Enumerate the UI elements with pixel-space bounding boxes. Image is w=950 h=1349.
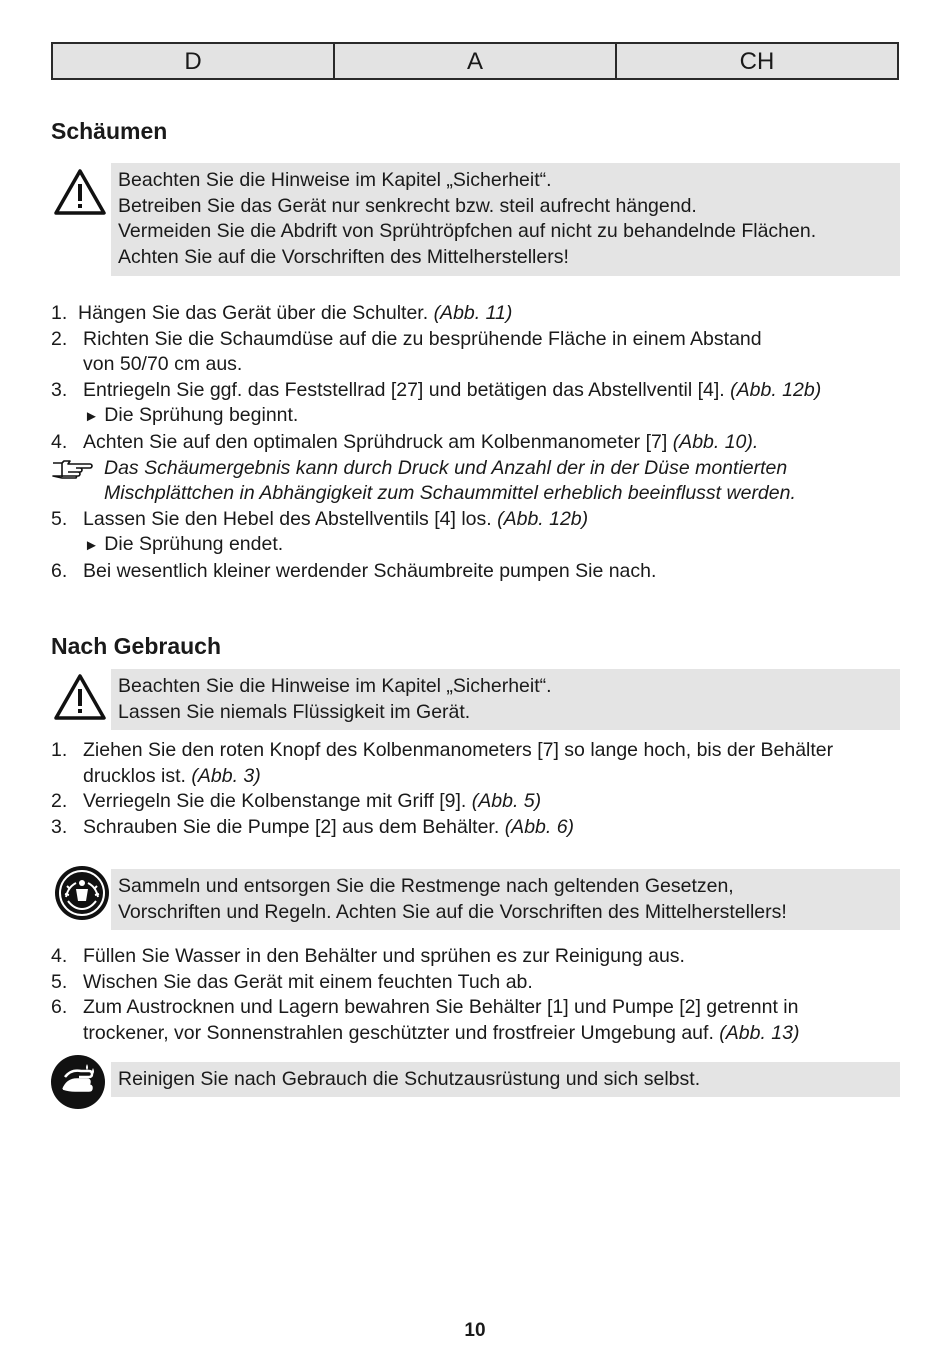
step-number: 6. <box>51 559 68 582</box>
figure-reference: (Abb. 5) <box>471 790 542 813</box>
environment-disposal-icon <box>54 865 110 921</box>
section-heading-nach-gebrauch: Nach Gebrauch <box>51 633 221 659</box>
step-text: Bei wesentlich kleiner werdender Schäumbreite pumpen Sie nach. <box>83 559 657 582</box>
list-item <box>51 378 911 404</box>
hint-note <box>51 456 911 507</box>
step-number: 4. <box>51 430 68 453</box>
step-text: Richten Sie die Schaumdüse auf die zu besprühende Fläche in einem Abstand <box>83 327 762 350</box>
step-text: Zum Austrocknen und Lagern bewahren Sie Behälter [1] und Pumpe [2] getrennt in <box>83 996 799 1019</box>
hand-washing-icon <box>51 1055 105 1109</box>
result-text: Die Sprühung endet. <box>104 533 284 556</box>
warning-line: Achten Sie auf die Vorschriften des Mittelherstellers! <box>118 245 569 268</box>
hint-text: Das Schäumergebnis kann durch Druck und Anzahl der in der Düse montierten <box>104 456 788 479</box>
steps-list-1 <box>51 301 911 585</box>
step-number: 3. <box>51 378 68 401</box>
warning-line: Vermeiden Sie die Abdrift von Sprühtröpfchen auf nicht zu behandelnde Flächen. <box>118 220 817 242</box>
list-item <box>51 301 911 327</box>
step-text: Lassen Sie den Hebel des Abstellventils [4] los. <box>83 507 492 530</box>
warning-line: Lassen Sie niemals Flüssigkeit im Gerät. <box>118 700 471 723</box>
list-item <box>51 327 911 378</box>
arrow-right-icon: ► <box>84 537 99 555</box>
warning-triangle-icon <box>53 673 107 721</box>
figure-reference: (Abb. 6) <box>504 815 575 838</box>
step-number: 1. <box>51 302 68 324</box>
step-number: 1. <box>51 739 68 761</box>
step-text: Wischen Sie das Gerät mit einem feuchten Tuch ab. <box>83 970 533 993</box>
step-text: Achten Sie auf den optimalen Sprühdruck am Kolbenmanometer [7] <box>83 430 668 453</box>
warning-line: Beachten Sie die Hinweise im Kapitel „Sicherheit“. <box>118 169 552 191</box>
list-item <box>51 970 911 996</box>
hint-text: Mischplättchen in Abhängigkeit zum Schaummittel erheblich beeinflusst werden. <box>104 482 796 505</box>
list-item <box>51 944 911 970</box>
step-text: Hängen Sie das Gerät über die Schulter. <box>78 302 429 324</box>
step-text: von 50/70 cm aus. <box>83 353 243 376</box>
country-a: A <box>335 44 617 78</box>
result-line <box>51 532 911 559</box>
step-number: 5. <box>51 507 68 530</box>
figure-reference: (Abb. 12b) <box>730 378 822 401</box>
list-item <box>51 995 911 1046</box>
country-ch: CH <box>739 48 775 75</box>
figure-reference: (Abb. 12b) <box>497 507 589 530</box>
steps-list-2b <box>51 944 911 1046</box>
step-number: 2. <box>51 790 68 813</box>
environment-line: Sammeln und entsorgen Sie die Restmenge nach geltenden Gesetzen, <box>118 875 734 897</box>
result-text: Die Sprühung beginnt. <box>104 404 299 427</box>
steps-list-2a <box>51 738 911 840</box>
step-text: Entriegeln Sie ggf. das Feststellrad [27] und betätigen das Abstellventil [4]. <box>83 378 725 401</box>
figure-reference: (Abb. 3) <box>191 764 261 787</box>
warning-note-2 <box>111 669 900 730</box>
list-item <box>51 430 911 456</box>
list-item <box>51 738 911 789</box>
page-number: 10 <box>464 1320 486 1341</box>
warning-note-1 <box>111 163 900 276</box>
list-item <box>51 815 911 841</box>
figure-reference: (Abb. 11) <box>433 302 513 324</box>
step-text: Ziehen Sie den roten Knopf des Kolbenmanometers [7] so lange hoch, bis der Behälter <box>83 739 834 761</box>
step-text: drucklos ist. <box>83 764 186 787</box>
warning-triangle-icon <box>53 168 107 216</box>
country-d: D <box>53 44 335 78</box>
step-text: trockener, vor Sonnenstrahlen geschützter und frostfreier Umgebung auf. <box>83 1021 714 1044</box>
step-number: 5. <box>51 970 68 993</box>
figure-reference: (Abb. 13) <box>719 1021 800 1044</box>
list-item <box>51 507 911 533</box>
section-heading-schaeumen: Schäumen <box>51 118 168 144</box>
step-text: Verriegeln Sie die Kolbenstange mit Griff [9]. <box>83 790 467 813</box>
list-item <box>51 559 911 585</box>
arrow-right-icon: ► <box>84 408 99 426</box>
hygiene-note <box>111 1062 900 1097</box>
pointing-hand-icon <box>51 459 93 479</box>
country-header <box>51 42 899 80</box>
step-number: 3. <box>51 815 68 838</box>
figure-reference: (Abb. 10). <box>672 430 759 453</box>
hygiene-line: Reinigen Sie nach Gebrauch die Schutzausrüstung und sich selbst. <box>118 1068 701 1090</box>
warning-line: Betreiben Sie das Gerät nur senkrecht bzw. steil aufrecht hängend. <box>118 194 697 217</box>
step-number: 4. <box>51 945 68 967</box>
environment-note <box>111 869 900 930</box>
step-text: Schrauben Sie die Pumpe [2] aus dem Behälter. <box>83 815 500 838</box>
environment-line: Vorschriften und Regeln. Achten Sie auf die Vorschriften des Mittelherstellers! <box>118 900 787 923</box>
result-line <box>51 403 911 430</box>
step-text: Füllen Sie Wasser in den Behälter und sprühen es zur Reinigung aus. <box>83 945 685 967</box>
list-item <box>51 789 911 815</box>
step-number: 2. <box>51 327 68 350</box>
step-number: 6. <box>51 996 68 1019</box>
warning-line: Beachten Sie die Hinweise im Kapitel „Sicherheit“. <box>118 675 552 697</box>
